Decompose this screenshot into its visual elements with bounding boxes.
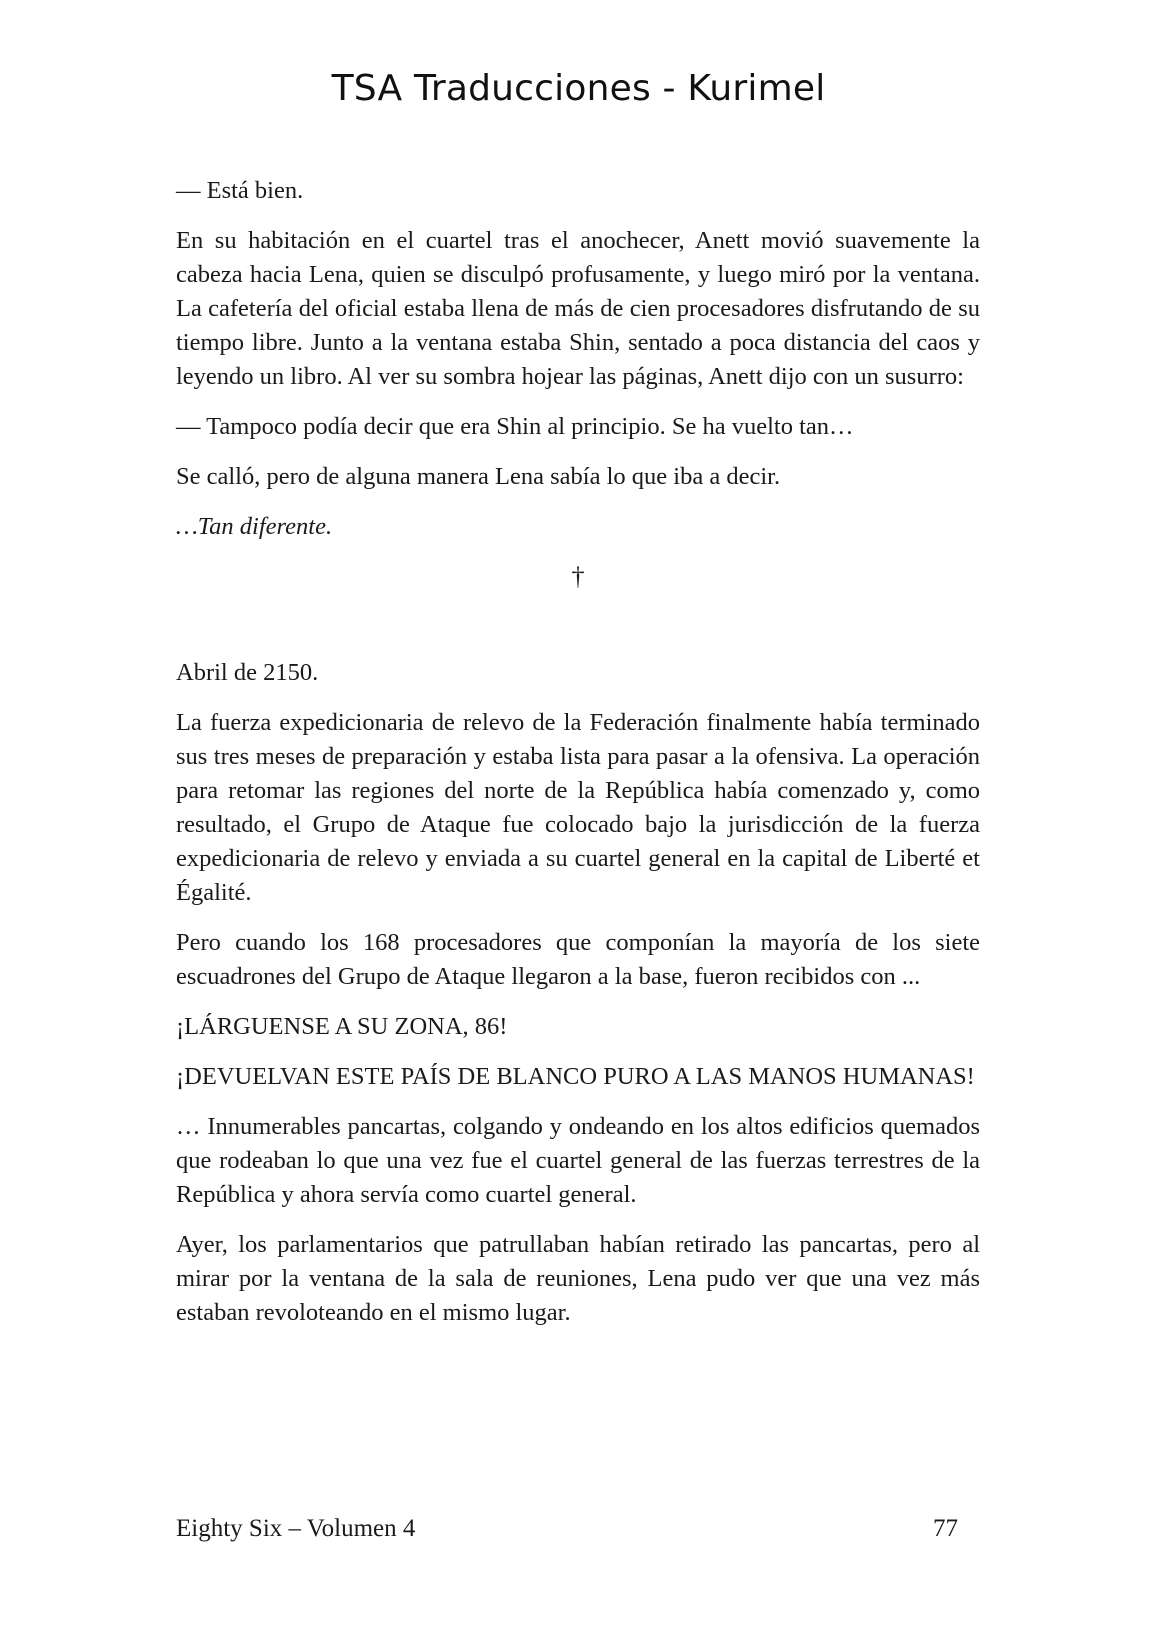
page-footer	[176, 1512, 958, 1546]
body-paragraph: Ayer, los parlamentarios que patrullaban habían retirado las pancartas, pero al mirar por la ventana de la sala de reuniones, Lena pudo ver que una vez más estaban revoloteando en el mismo lugar.	[176, 1231, 980, 1326]
footer-page-number: 77	[933, 1515, 958, 1542]
body-paragraph: La fuerza expedicionaria de relevo de la Federación finalmente había terminado sus tres meses de preparación y estaba lista para pasar a la ofensiva. La operación para retomar las regiones del norte de la República había comenzado y, como resultado, el Grupo de Ataque fue colocado bajo la jurisdicción de la fuerza expedicionaria de relevo y enviada a su cuartel general en la capital de Liberté et Égalité.	[176, 709, 980, 906]
body-paragraph: Pero cuando los 168 procesadores que componían la mayoría de los siete escuadrones del Grupo de Ataque llegaron a la base, fueron recibidos con ...	[176, 929, 980, 990]
footer-book-title: Eighty Six – Volumen 4	[176, 1515, 416, 1542]
dialogue-paragraph: — Está bien.	[176, 177, 304, 204]
date-paragraph: Abril de 2150.	[176, 659, 319, 686]
page-body	[176, 174, 980, 1346]
section-separator-dagger: †	[571, 562, 585, 591]
body-paragraph: Se calló, pero de alguna manera Lena sabía lo que iba a decir.	[176, 463, 781, 490]
dialogue-paragraph: — Tampoco podía decir que era Shin al principio. Se ha vuelto tan…	[176, 413, 854, 440]
body-paragraph: En su habitación en el cuartel tras el anochecer, Anett movió suavemente la cabeza hacia Lena, quien se disculpó profusamente, y luego miró por la ventana. La cafetería del oficial estaba llena de más de cien procesadores disfrutando de su tiempo libre. Junto a la ventana estaba Shin, sentado a poca distancia del caos y leyendo un libro. Al ver su sombra hojear las páginas, Anett dijo con un susurro:	[176, 227, 980, 390]
italic-thought-paragraph: …Tan diferente.	[176, 513, 333, 540]
body-paragraph: … Innumerables pancartas, colgando y ondeando en los altos edificios quemados que rodeaban lo que una vez fue el cuartel general de las fuerzas terrestres de la República y ahora servía como cuartel general.	[176, 1113, 980, 1208]
page-header-title: TSA Traducciones - Kurimel	[331, 68, 826, 109]
section-gap	[176, 594, 980, 656]
banner-text-paragraph: ¡DEVUELVAN ESTE PAÍS DE BLANCO PURO A LAS MANOS HUMANAS!	[176, 1063, 975, 1090]
banner-text-paragraph: ¡LÁRGUENSE A SU ZONA, 86!	[176, 1013, 508, 1040]
